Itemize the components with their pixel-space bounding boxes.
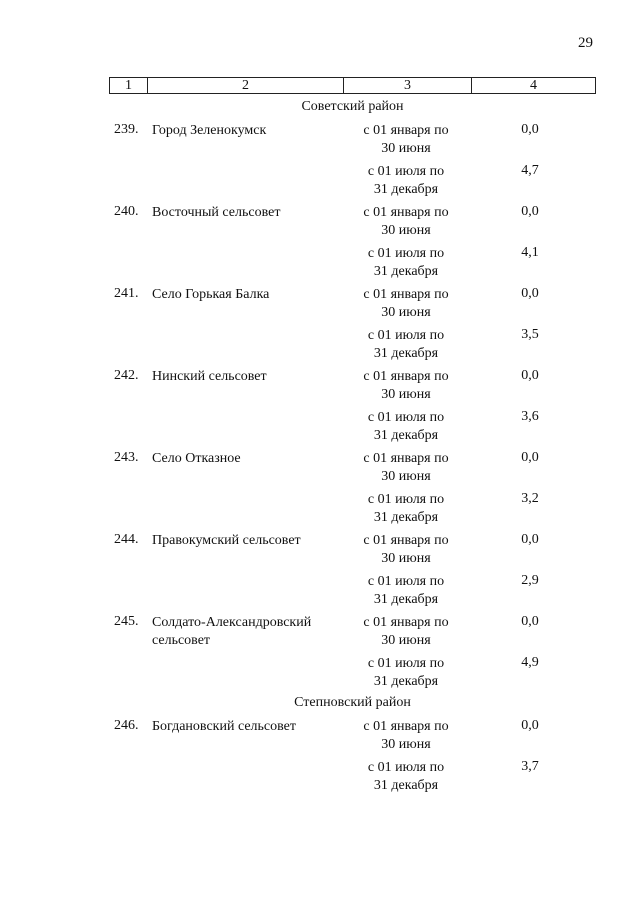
period-second-half: с 01 июля по 31 декабря — [367, 164, 445, 197]
table-header — [109, 77, 596, 94]
settlement-name: Правокумский сельсовет — [152, 533, 301, 548]
period-first-half: с 01 января по 30 июня — [363, 451, 449, 484]
value-second-half: 3,6 — [521, 409, 539, 424]
header-col-2: 2 — [148, 78, 344, 93]
table-body — [0, 96, 640, 796]
value-first-half: 0,0 — [521, 286, 539, 301]
period-second-half: с 01 июля по 31 декабря — [367, 410, 445, 443]
row-number: 245. — [114, 614, 139, 629]
value-first-half: 0,0 — [521, 450, 539, 465]
value-second-half: 4,9 — [521, 655, 539, 670]
header-col-3: 3 — [344, 78, 472, 93]
value-first-half: 0,0 — [521, 122, 539, 137]
row-number: 239. — [114, 122, 139, 137]
value-second-half: 4,1 — [521, 245, 539, 260]
table-row — [0, 714, 640, 796]
period-first-half: с 01 января по 30 июня — [363, 615, 449, 648]
value-second-half: 4,7 — [521, 163, 539, 178]
value-first-half: 0,0 — [521, 532, 539, 547]
period-second-half: с 01 июля по 31 декабря — [367, 574, 445, 607]
row-number: 240. — [114, 204, 139, 219]
settlement-name: Село Горькая Балка — [152, 287, 270, 302]
row-number: 241. — [114, 286, 139, 301]
settlement-name: Богдановский сельсовет — [152, 719, 296, 734]
settlement-name: Нинский сельсовет — [152, 369, 267, 384]
table-row — [0, 118, 640, 200]
period-first-half: с 01 января по 30 июня — [363, 369, 449, 402]
period-first-half: с 01 января по 30 июня — [363, 205, 449, 238]
value-first-half: 0,0 — [521, 614, 539, 629]
district-heading: Советский район — [301, 99, 404, 114]
row-number: 243. — [114, 450, 139, 465]
period-second-half: с 01 июля по 31 декабря — [367, 656, 445, 689]
table-row — [0, 528, 640, 610]
row-number: 244. — [114, 532, 139, 547]
table-row — [0, 446, 640, 528]
settlement-name: Село Отказное — [152, 451, 241, 466]
period-second-half: с 01 июля по 31 декабря — [367, 328, 445, 361]
table-row — [0, 282, 640, 364]
value-second-half: 3,5 — [521, 327, 539, 342]
table-row — [0, 610, 640, 692]
period-first-half: с 01 января по 30 июня — [363, 123, 449, 156]
value-second-half: 2,9 — [521, 573, 539, 588]
settlement-name: Восточный сельсовет — [152, 205, 281, 220]
period-second-half: с 01 июля по 31 декабря — [367, 246, 445, 279]
row-number: 246. — [114, 718, 139, 733]
page-number: 29 — [578, 35, 593, 51]
period-second-half: с 01 июля по 31 декабря — [367, 492, 445, 525]
period-second-half: с 01 июля по 31 декабря — [367, 760, 445, 793]
header-col-4: 4 — [530, 78, 537, 93]
table-row — [0, 364, 640, 446]
value-first-half: 0,0 — [521, 204, 539, 219]
period-first-half: с 01 января по 30 июня — [363, 287, 449, 320]
period-first-half: с 01 января по 30 июня — [363, 719, 449, 752]
value-second-half: 3,7 — [521, 759, 539, 774]
value-first-half: 0,0 — [521, 718, 539, 733]
period-first-half: с 01 января по 30 июня — [363, 533, 449, 566]
row-number: 242. — [114, 368, 139, 383]
value-second-half: 3,2 — [521, 491, 539, 506]
district-heading: Степновский район — [294, 695, 411, 710]
settlement-name: Город Зеленокумск — [152, 123, 267, 138]
value-first-half: 0,0 — [521, 368, 539, 383]
settlement-name: Солдато-Александровский сельсовет — [152, 615, 312, 648]
table-row — [0, 200, 640, 282]
header-col-1: 1 — [110, 78, 148, 93]
